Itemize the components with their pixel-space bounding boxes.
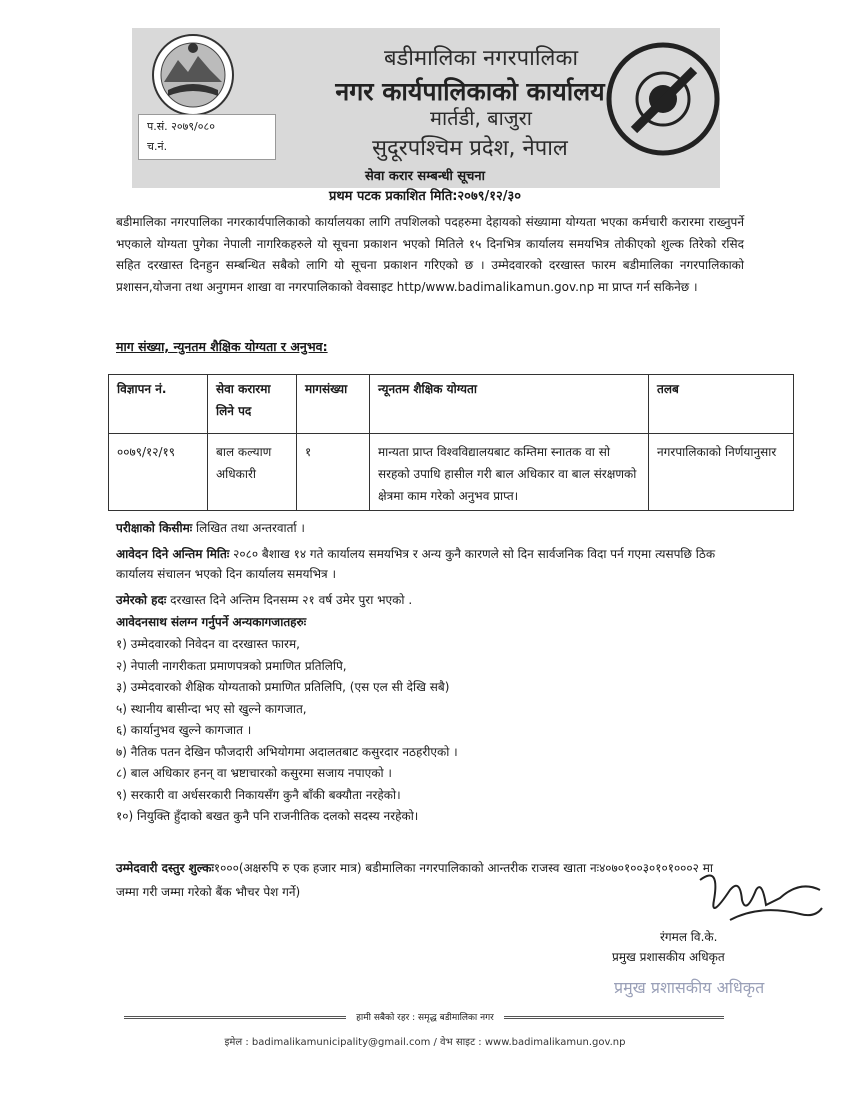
col-header: विज्ञापन नं. xyxy=(109,375,208,434)
attachments-heading xyxy=(116,612,756,632)
officer-name: रंगमल वि.के. xyxy=(660,930,718,944)
list-item: १) उम्मेदवारको निवेदन वा दरखास्त फारम, xyxy=(116,637,300,651)
list-item: ५) स्थानीय बासीन्दा भए सो खुल्ने कागजात, xyxy=(116,701,307,716)
exam-type-value: लिखित तथा अन्तरवार्ता । xyxy=(192,521,305,535)
province-name: सुदूरपश्चिम प्रदेश, नेपाल xyxy=(372,136,568,161)
notice-body: बडीमालिका नगरपालिका नगरकार्यपालिकाको कार्यालयका लागि तपशिलको पदहरुमा देहायको संख्यामा योग्यता भएका कर्मचारी करारमा राख्नुपर्ने भएकाले योग्यता पुगेका नेपाली नागरिकहरुले यो सूचना प्रकाशन भएको मितिले १५ दिनभित्र कार्यालय समयभित्र तोकीएको शुल्क तिरेको रसिद सहित दरखास्त दिनहुन सम्बन्धित सबैको लागि यो सूचना प्रकाशन गरिएको छ । उम्मेदवारको दरखास्त फारम बडीमालिका नगरपालिकाको प्रशासन,योजना तथा अनुगमन शाखा वा नगरपालिकाको वेवसाइट http/www.badimalikamun.gov.np मा प्राप्त गर्न सकिनेछ । xyxy=(116,215,744,294)
col-header: मागसंख्या xyxy=(297,375,370,434)
exam-type xyxy=(116,518,756,538)
exam-type-label: परीक्षाको किसीमः xyxy=(116,521,193,535)
table-cell: नगरपालिकाको निर्णयानुसार xyxy=(649,434,794,511)
age-limit-label: उमेरको हदः xyxy=(116,593,167,607)
table-cell: बाल कल्याण अधिकारी xyxy=(208,434,297,511)
reference-number: प.सं. २०७९/०८० xyxy=(147,120,215,133)
footer-contact: इमेल : badimalikamunicipality@gmail.com / वेभ साइट : www.badimalikamun.gov.np xyxy=(224,1037,626,1048)
list-item: ३) उम्मेदवारको शैक्षिक योग्यताको प्रमाणित प्रतिलिपि, (एस एल सी देखि सबै) xyxy=(116,680,450,694)
col-header: सेवा करारमा लिने पद xyxy=(208,375,297,434)
footer-slogan-text: हामी सबैको रहर : समृद्ध बडीमालिका नगर xyxy=(346,1013,504,1023)
attachments-list xyxy=(116,634,756,828)
publish-date: प्रथम पटक प्रकाशित मिति:२०७९/१२/३० xyxy=(328,189,522,204)
table-row xyxy=(109,434,794,511)
deadline-value: २०८० बैशाख १४ गते कार्यालय समयभित्र र अन्य कुनै कारणले सो दिन सार्वजनिक विदा पर्न गएमा त्यसपछि ठिक कार्यालय संचालन भएको दिन कार्यालय समयभित्र । xyxy=(116,547,716,581)
list-item: १०) नियुक्ति हुँदाको बखत कुनै पनि राजनीतिक दलको सदस्य नरहेको। xyxy=(116,809,419,823)
officer-stamp: प्रमुख प्रशासकीय अधिकृत xyxy=(614,978,765,997)
attachments-label: आवेदनसाथ संलग्न गर्नुपर्ने अन्यकागजातहरुः xyxy=(116,615,307,629)
list-item: ७) नैतिक पतन देखिन फौजदारी अभियोगमा अदालतबाट कसुरदार नठहरीएको । xyxy=(116,744,458,759)
list-item: २) नेपाली नागरीकता प्रमाणपत्रको प्रमाणित प्रतिलिपि, xyxy=(116,658,347,673)
notice-title: सेवा करार सम्बन्धी सूचना xyxy=(365,169,485,184)
officer-title: प्रमुख प्रशासकीय अधिकृत xyxy=(612,950,725,964)
list-item: ६) कार्यानुभव खुल्ने कागजात । xyxy=(116,723,252,737)
table-cell: मान्यता प्राप्त विश्वविद्यालयबाट कम्तिमा स्नातक वा सो सरहको उपाधि हासील गरी बाल अधिकार वा बाल संरक्षणको क्षेत्रमा काम गरेको अनुभव प्राप्त। xyxy=(370,434,649,511)
requirements-table xyxy=(108,374,794,511)
nepal-emblem-icon xyxy=(148,30,238,120)
reference-box xyxy=(138,114,276,160)
age-limit xyxy=(116,590,756,610)
application-fee xyxy=(116,856,716,904)
age-limit-value: दरखास्त दिने अन्तिम दिनसम्म २१ वर्ष उमेर पुरा भएको . xyxy=(166,593,413,607)
table-header-row xyxy=(109,375,794,434)
office-seal-stamp xyxy=(604,40,722,158)
col-header: तलब xyxy=(649,375,794,434)
fee-value: १०००(अक्षरुपि रु एक हजार मात्र) बडीमालिका नगरपालिकाको आन्तरीक राजस्व खाता नः४०७०१००३०१०१०००२ मा जम्मा गरी जम्मा गरेको बैंक भौचर पेश गर्ने) xyxy=(116,861,714,899)
table-cell: १ xyxy=(297,434,370,511)
municipality-name: बडीमालिका नगरपालिका xyxy=(383,46,579,71)
table-cell: ००७९/१२/१९ xyxy=(109,434,208,511)
office-location: मार्तडी, बाजुरा xyxy=(430,106,532,130)
dispatch-number: च.नं. xyxy=(147,140,168,153)
list-item: ८) बाल अधिकार हनन् वा भ्रष्टाचारको कसुरमा सजाय नपाएको । xyxy=(116,766,392,780)
deadline-label: आवेदन दिने अन्तिम मितिः xyxy=(116,547,230,561)
footer-slogan xyxy=(0,1010,850,1023)
list-item: ९) सरकारी वा अर्धसरकारी निकायसँग कुनै बाँकी बक्यौता नरहेको। xyxy=(116,787,401,802)
application-deadline xyxy=(116,544,756,584)
col-header: न्यूनतम शैक्षिक योग्यता xyxy=(370,375,649,434)
requirements-heading: माग संख्या, न्युनतम शैक्षिक योग्यता र अनुभव: xyxy=(116,339,328,354)
office-name: नगर कार्यपालिकाको कार्यालय xyxy=(335,77,605,106)
fee-label: उम्मेदवारी दस्तुर शुल्कः xyxy=(116,861,214,875)
